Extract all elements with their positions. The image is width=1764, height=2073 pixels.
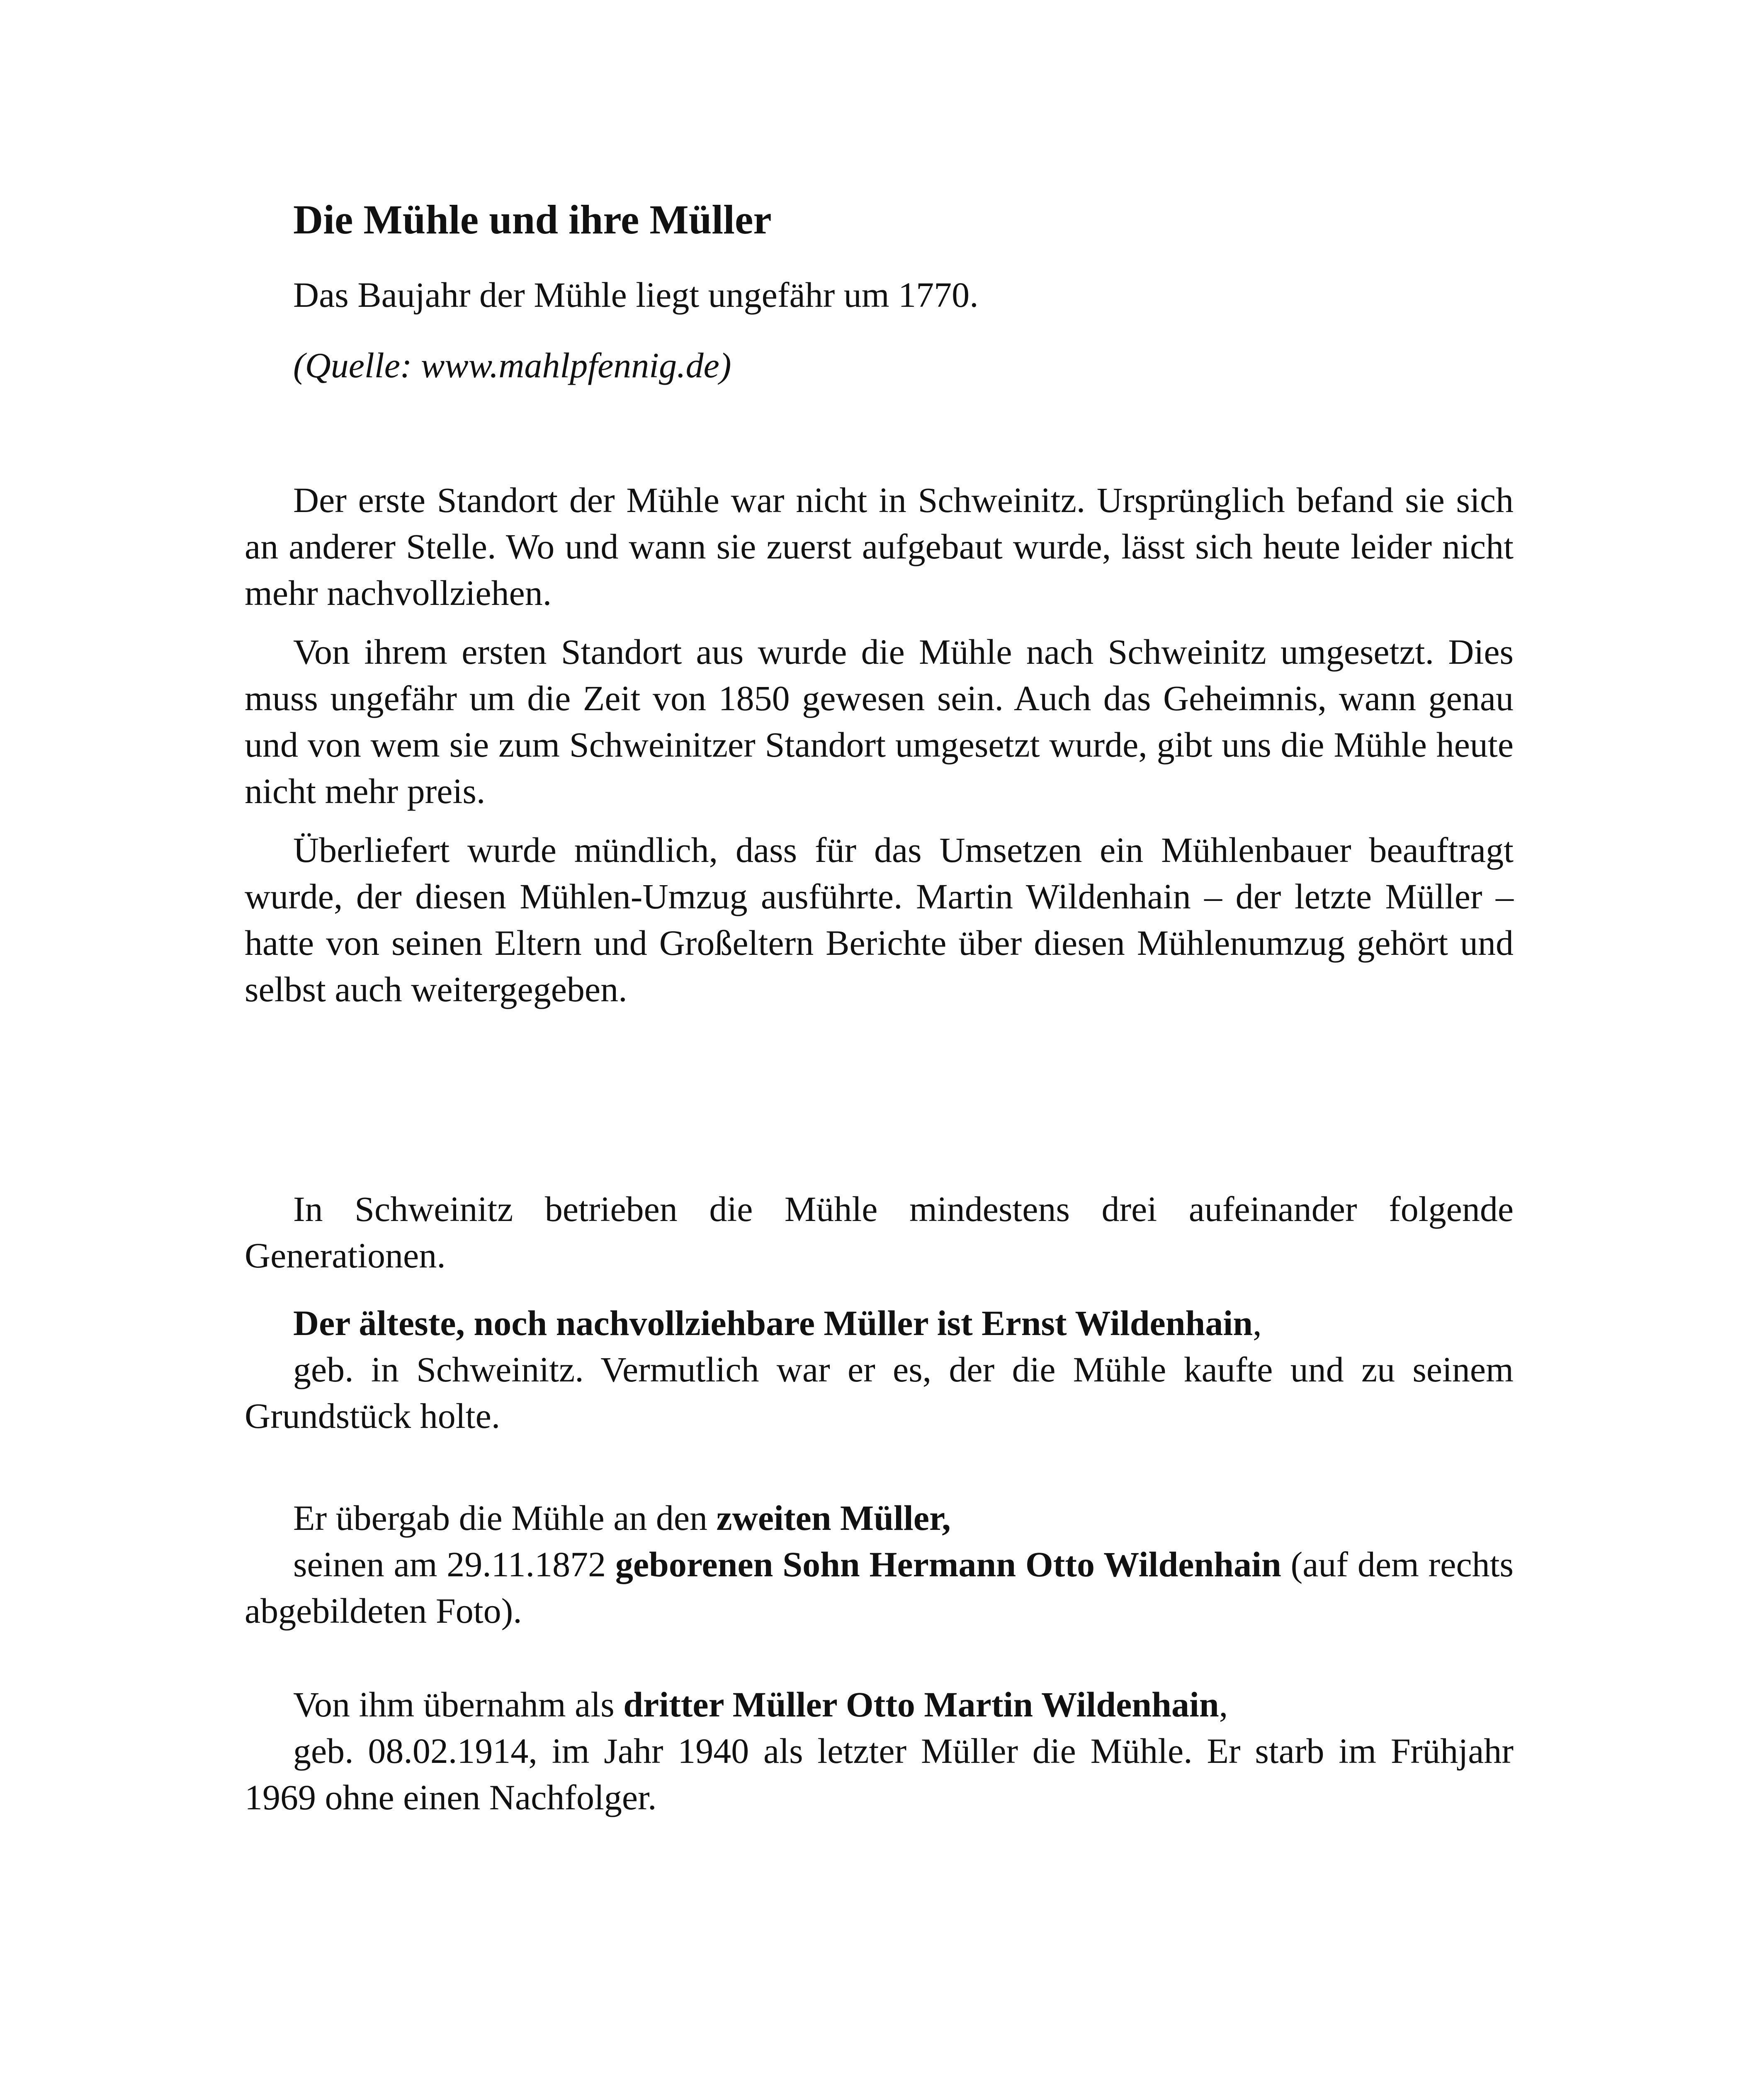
paragraph-generations: In Schweinitz betrieben die Mühle mindestens drei aufeinander folgende Generationen. [245, 1189, 1514, 1275]
first-miller-section [245, 1300, 1514, 1439]
third-miller-section [245, 1681, 1514, 1821]
paragraph-first-location: Der erste Standort der Mühle war nicht in Schweinitz. Ursprünglich befand sie sich an anderer Stelle. Wo und wann sie zuerst aufgebaut wurde, lässt sich heute leider nicht mehr nachvollziehen. [245, 480, 1514, 613]
second-miller-title: zweiten Müller, [716, 1498, 951, 1538]
first-miller-lead [245, 1300, 1514, 1346]
source-citation: (Quelle: www.mahlpfennig.de) [293, 345, 731, 385]
second-miller-section [245, 1495, 1514, 1634]
second-miller-text-after: (auf dem rechts abgebildeten Foto). [245, 1544, 1514, 1631]
first-miller-comma: , [1253, 1303, 1262, 1343]
third-miller-comma: , [1219, 1685, 1228, 1724]
second-miller-lead-text: Er übergab die Mühle an den [293, 1498, 717, 1538]
second-miller-lead [245, 1495, 1514, 1541]
page-heading: Die Mühle und ihre Müller [293, 197, 772, 243]
paragraph-relocation: Von ihrem ersten Standort aus wurde die Mühle nach Schweinitz umgesetzt. Dies muss ungefähr um die Zeit von 1850 gewesen sein. Auch das Geheimnis, wann genau und von wem sie zum Schweinitzer Standort umgesetzt wurde, gibt uns die Mühle heute nicht mehr preis. [245, 632, 1514, 811]
construction-year-line: Das Baujahr der Mühle liegt ungefähr um 1770. [293, 275, 979, 315]
second-miller-name: geborenen Sohn Hermann Otto Wildenhain [615, 1544, 1281, 1584]
first-miller-name: Der älteste, noch nachvollziehbare Müller ist Ernst Wildenhain [293, 1303, 1253, 1343]
third-miller-name: dritter Müller Otto Martin Wildenhain [623, 1685, 1219, 1724]
second-miller-details [245, 1541, 1514, 1634]
first-miller-details: geb. in Schweinitz. Vermutlich war er es, der die Mühle kaufte und zu seinem Grundstück holte. [245, 1350, 1514, 1436]
history-section [245, 477, 1514, 1012]
generations-section [245, 1186, 1514, 1279]
second-miller-text-before: seinen am 29.11.1872 [293, 1544, 615, 1584]
third-miller-lead-text: Von ihm übernahm als [293, 1685, 624, 1724]
paragraph-oral-tradition: Überliefert wurde mündlich, dass für das Umsetzen ein Mühlenbauer beauftragt wurde, der diesen Mühlen-Umzug ausführte. Martin Wildenhain – der letzte Müller – hatte von seinen Eltern und Großeltern Berichte über diesen Mühlenumzug gehört und selbst auch weitergegeben. [245, 830, 1514, 1009]
third-miller-details: geb. 08.02.1914, im Jahr 1940 als letzter Müller die Mühle. Er starb im Frühjahr 1969 ohne einen Nachfolger. [245, 1731, 1514, 1817]
third-miller-lead [245, 1681, 1514, 1728]
